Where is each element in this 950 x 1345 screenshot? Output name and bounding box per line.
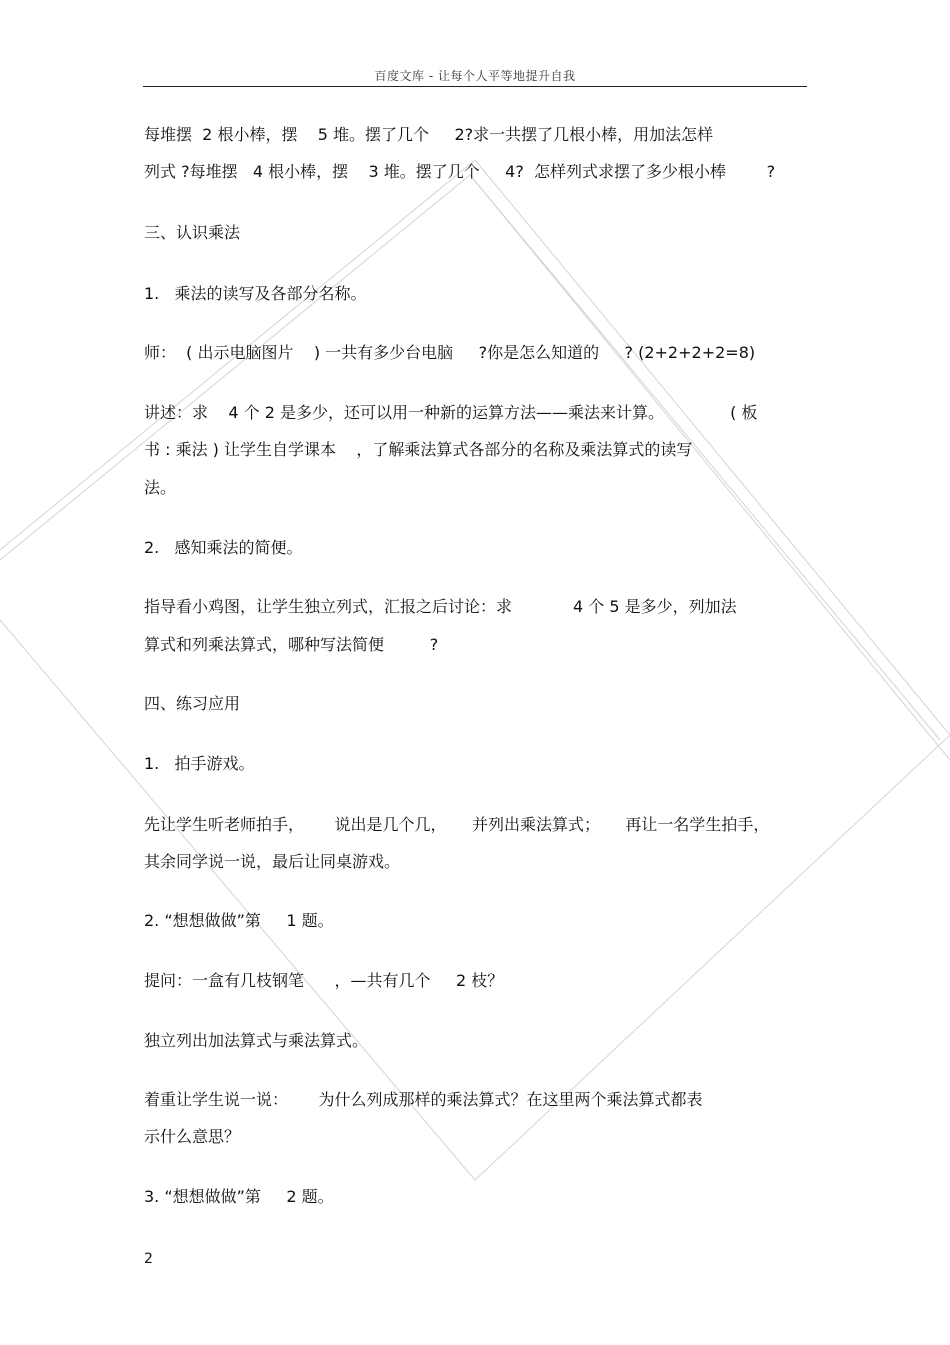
text-line: 指导看小鸡图，让学生独立列式，汇报之后讨论：求 4 个 5 是多少，列加法 (144, 597, 737, 616)
subsection-heading: 2. 感知乘法的简便。 (144, 538, 303, 557)
header-divider (143, 86, 807, 87)
text-line: 算式和列乘法算式，哪种写法简便 ? (144, 635, 439, 654)
subsection-heading: 3. “想想做做”第 2 题。 (144, 1187, 334, 1206)
text-line: 每堆摆 2 根小棒，摆 5 堆。摆了几个 2?求一共摆了几根小棒，用加法怎样 (144, 125, 714, 144)
text-line: 提问：一盒有几枝钢笔 ，—共有几个 2 枝？ (144, 971, 504, 990)
text-line: 师： ( 出示电脑图片 ) 一共有多少台电脑 ?你是怎么知道的 ? (2+2+2+2=8) (144, 343, 756, 362)
text-line: 书 : 乘法 ) 让学生自学课本 ，了解乘法算式各部分的名称及乘法算式的读写 (144, 440, 693, 459)
text-line: 列式 ?每堆摆 4 根小棒，摆 3 堆。摆了几个 4? 怎样列式求摆了多少根小棒 ? (144, 162, 776, 181)
subsection-heading: 1. 拍手游戏。 (144, 754, 255, 773)
subsection-heading: 1. 乘法的读写及各部分名称。 (144, 284, 367, 303)
text-line: 法。 (144, 478, 177, 497)
section-heading: 三、认识乘法 (144, 223, 241, 242)
text-line: 示什么意思？ (144, 1127, 241, 1146)
header-title: 百度文库 - 让每个人平等地提升自我 (374, 69, 576, 83)
text-line: 先让学生听老师拍手， 说出是几个几， 并列出乘法算式； 再让一名学生拍手， (144, 815, 770, 834)
text-line: 讲述：求 4 个 2 是多少，还可以用一种新的运算方法——乘法来计算。 ( 板 (144, 403, 758, 422)
page-number: 2 (144, 1251, 153, 1267)
text-line: 独立列出加法算式与乘法算式。 (144, 1031, 369, 1050)
section-heading: 四、练习应用 (144, 694, 241, 713)
text-line: 着重让学生说一说： 为什么列成那样的乘法算式？在这里两个乘法算式都表 (144, 1090, 703, 1109)
text-line: 其余同学说一说，最后让同桌游戏。 (144, 852, 401, 871)
subsection-heading: 2. “想想做做”第 1 题。 (144, 911, 334, 930)
